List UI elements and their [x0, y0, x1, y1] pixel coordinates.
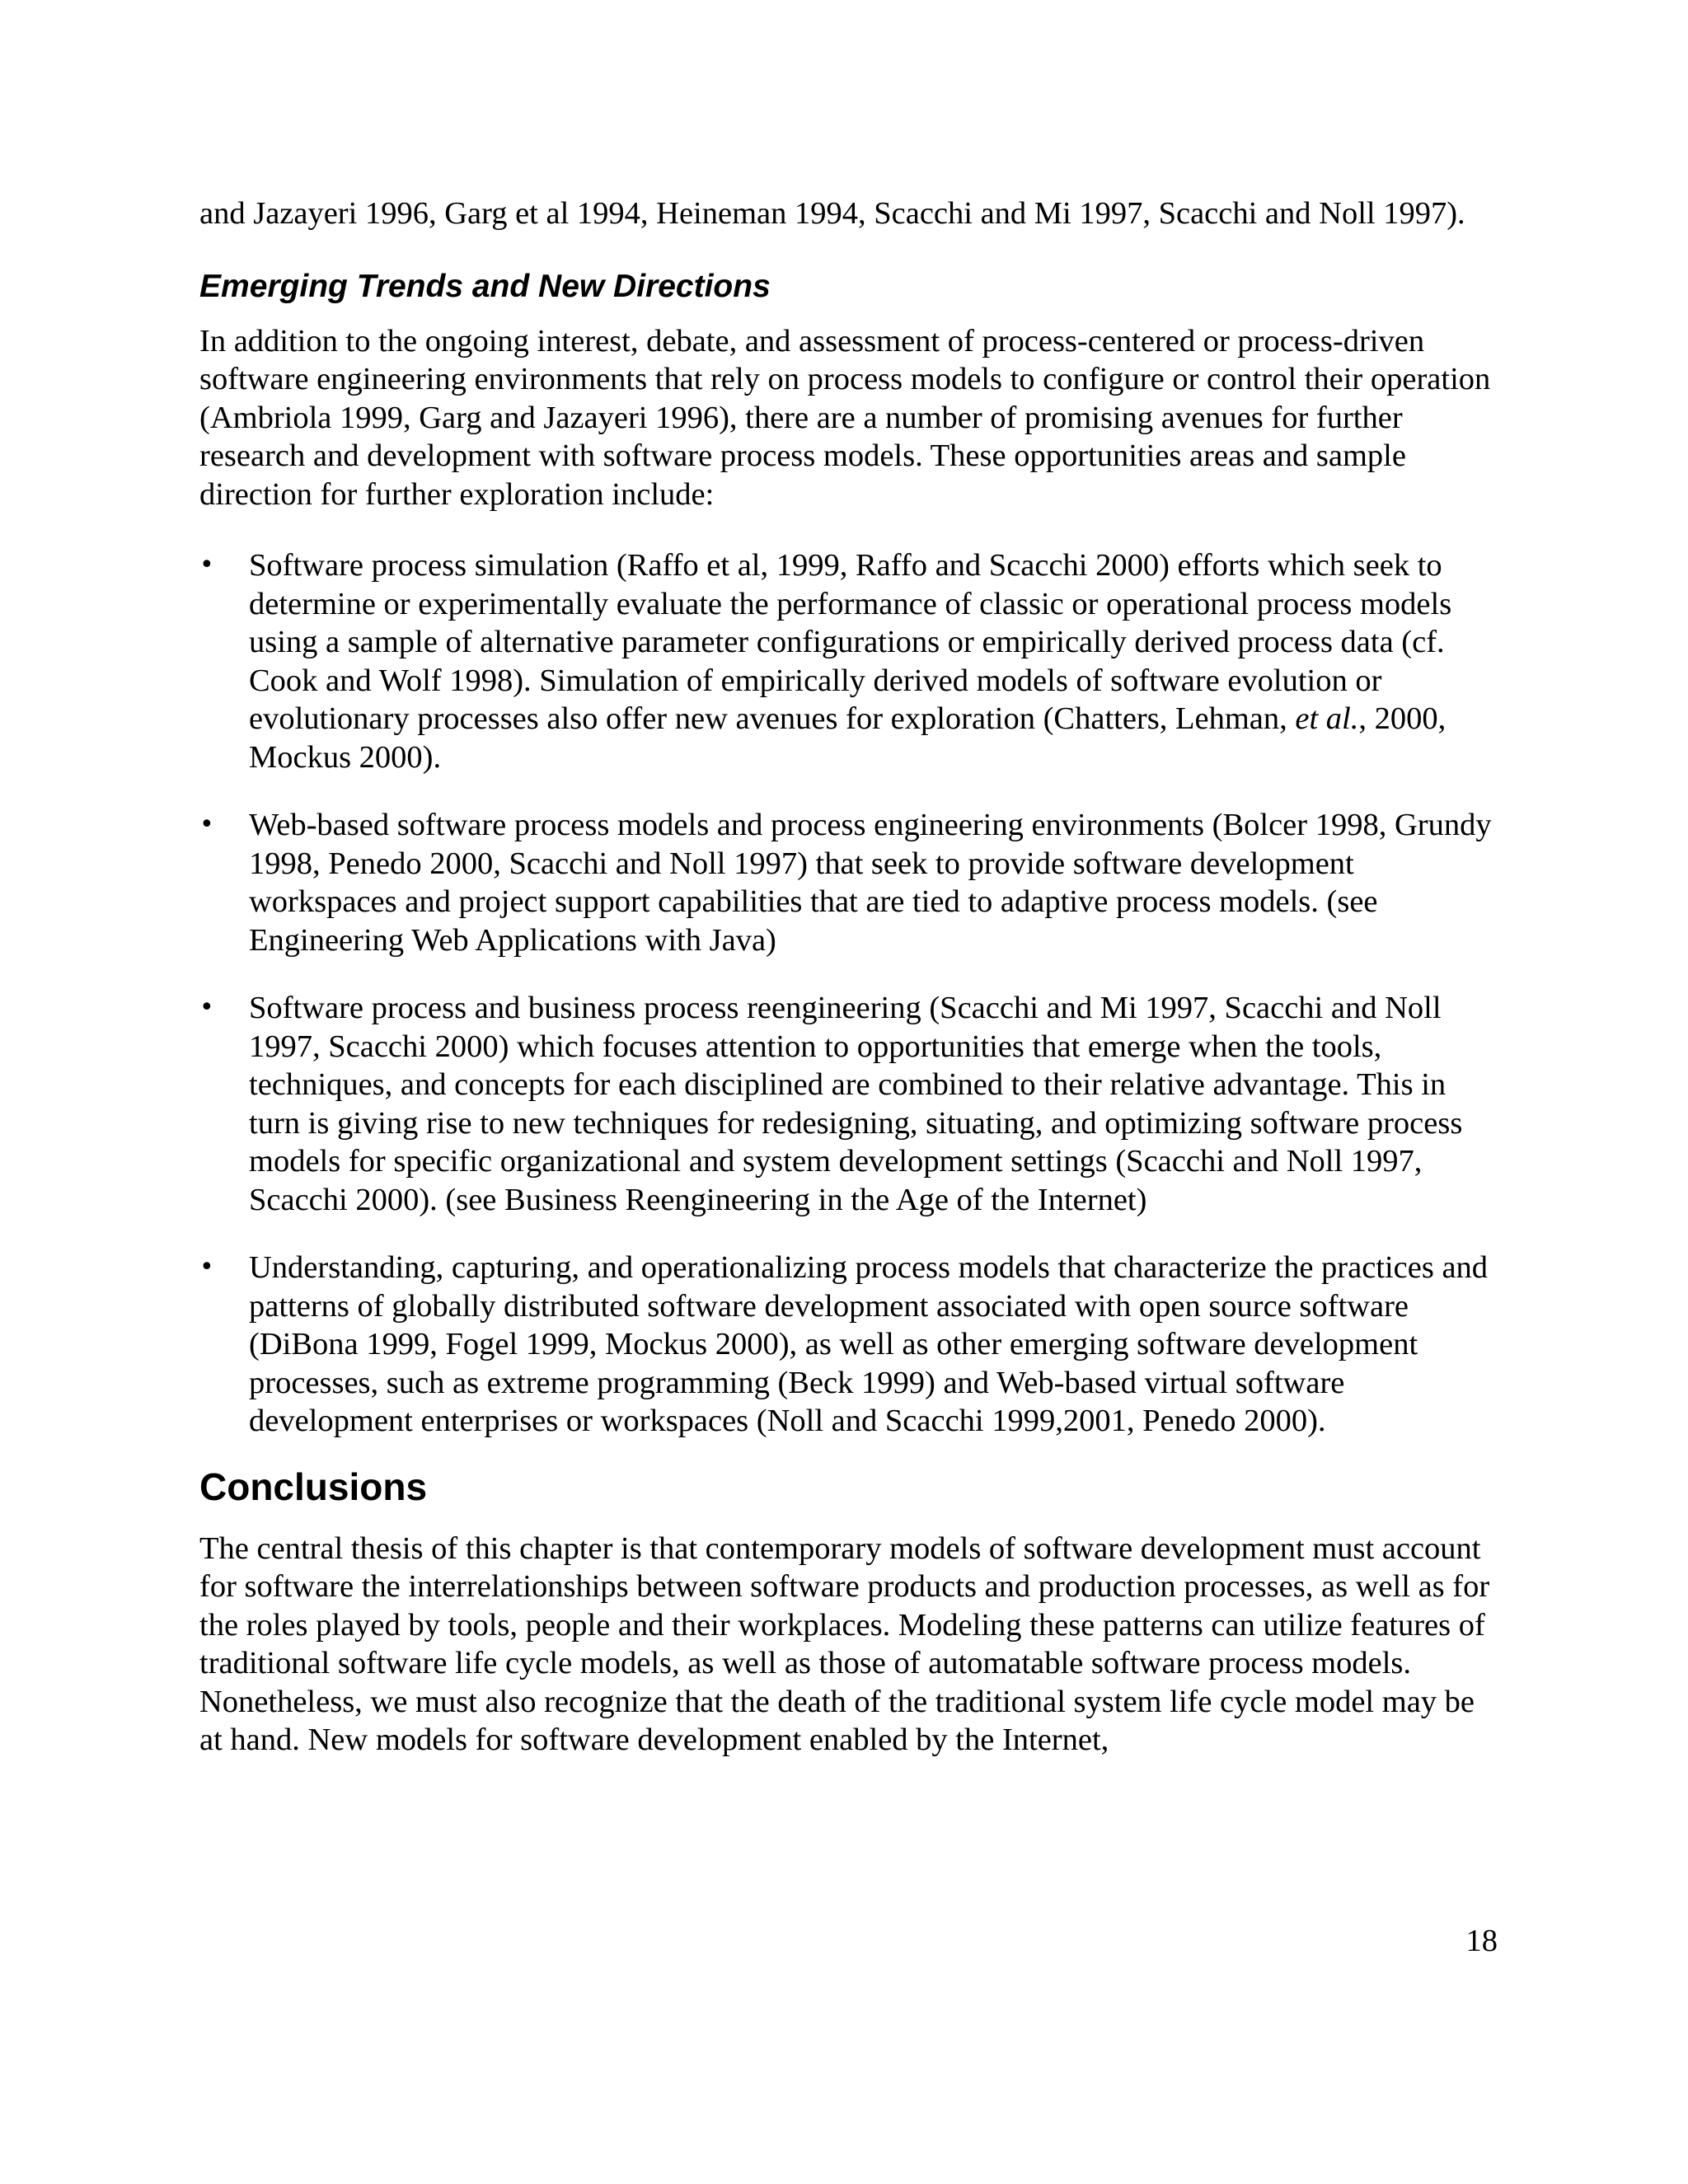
- research-directions-list: [199, 546, 1498, 1441]
- list-item: [199, 989, 1498, 1219]
- bullet-text-part: Software process simulation (Raffo et al, 1999, Raffo and Scacchi 2000) efforts which seek to determine or experimentally evaluate the performance of classic or operational process models using a sample of alternative parameter configurations or empirically derived process data (cf. Cook and Wolf 1998). Simulation of empirically derived models of software evolution or evolutionary processes also offer new avenues for exploration (Chatters, Lehman,: [249, 548, 1452, 736]
- list-item: [199, 806, 1498, 959]
- bullet-text: Software process and business process reengineering (Scacchi and Mi 1997, Scacchi and Noll 1997, Scacchi 2000) which focuses attention to opportunities that emerge when the tools, techniques, and concepts for each disciplined are combined to their relative advantage. This in turn is giving rise to new techniques for redesigning, situating, and optimizing software process models for specific organizational and system development settings (Scacchi and Noll 1997, Scacchi 2000). (see Business Reengineering in the Age of the Internet): [249, 991, 1463, 1217]
- page-number: 18: [1465, 1924, 1498, 1958]
- bullet-icon: •: [199, 810, 214, 839]
- conclusions-heading: Conclusions: [199, 1465, 428, 1508]
- bullet-icon: •: [199, 551, 214, 579]
- bullet-text: Understanding, capturing, and operationalizing process models that characterize the practices and patterns of globally distributed software development associated with open source software (DiBona 1999, Fogel 1999, Mockus 2000), as well as other emerging software development processes, such as extreme programming (Beck 1999) and Web-based virtual software development enterprises or workspaces (Noll and Scacchi 1999,2001, Penedo 2000).: [249, 1250, 1489, 1438]
- bullet-text: [249, 548, 1451, 775]
- intro-continuation-paragraph: and Jazayeri 1996, Garg et al 1994, Heineman 1994, Scacchi and Mi 1997, Scacchi and Noll 1997).: [199, 196, 1465, 231]
- list-item: [199, 546, 1498, 776]
- emerging-trends-paragraph: In addition to the ongoing interest, debate, and assessment of process-centered or process-driven software engineering environments that rely on process models to configure or control their operation (Ambriola 1999, Garg and Jazayeri 1996), there are a number of promising avenues for further research and development with software process models. These opportunities areas and sample direction for further exploration include:: [199, 323, 1491, 512]
- bullet-icon: •: [199, 1253, 214, 1282]
- conclusions-paragraph: The central thesis of this chapter is that contemporary models of software development must account for software the interrelationships between software products and production processes, as well as for the roles played by tools, people and their workplaces. Modeling these patterns can utilize features of traditional software life cycle models, as well as those of automatable software process models. Nonetheless, we must also recognize that the death of the traditional system life cycle model may be at hand. New models for software development enabled by the Internet,: [199, 1530, 1490, 1757]
- bullet-italic-text: et al.: [1295, 701, 1359, 736]
- bullet-icon: •: [199, 993, 214, 1022]
- emerging-trends-heading: Emerging Trends and New Directions: [199, 268, 771, 304]
- bullet-text-part: , 2000, Mockus 2000).: [249, 701, 1447, 775]
- bullet-text: Web-based software process models and process engineering environments (Bolcer 1998, Grundy 1998, Penedo 2000, Scacchi and Noll 1997) that seek to provide software development workspaces and project support capabilities that are tied to adaptive process models. (see Engineering Web Applications with Java): [249, 808, 1492, 958]
- document-page: [199, 194, 1498, 1760]
- list-item: [199, 1249, 1498, 1441]
